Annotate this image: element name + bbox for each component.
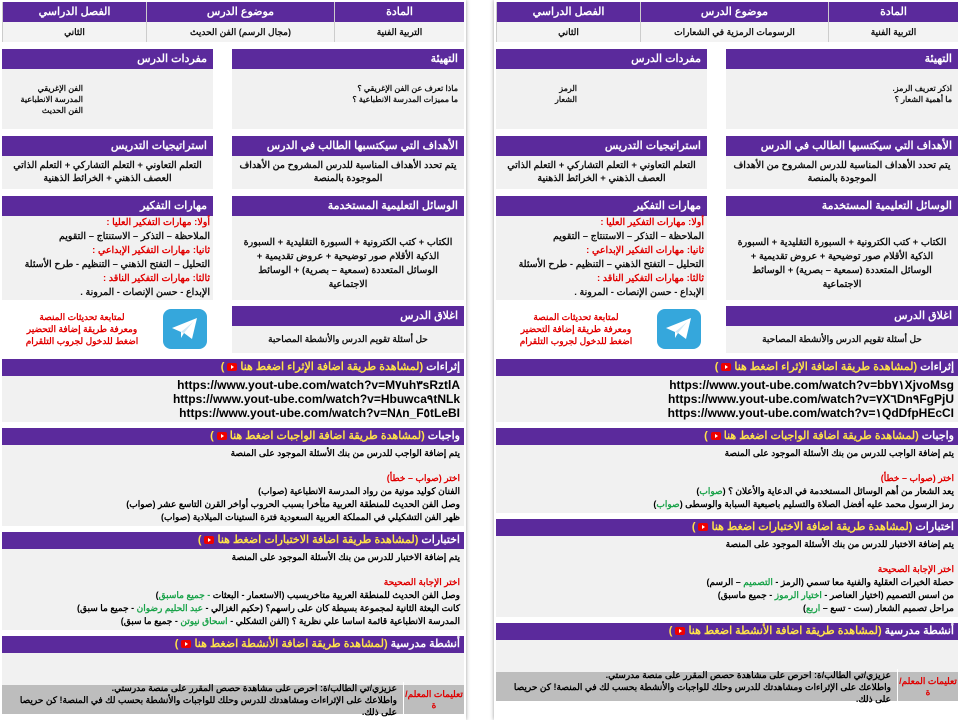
homework-title: واجبات — [427, 430, 460, 442]
warmup-title: التهيئة — [232, 49, 464, 69]
question-text: ) — [696, 486, 700, 496]
thinking-h1: أولا: مهارات التفكير العليا : — [106, 217, 210, 228]
question-text: المدرسة الانطباعية قائمة اساسا علي نظرية ؟ (الفن التشكلي - — [227, 616, 460, 626]
question-text: الفنان كوليد مونية من رواد المدرسة الانطباعية (صواب) — [258, 486, 460, 496]
term-value: الثاني — [2, 22, 146, 42]
homework-body — [2, 445, 464, 526]
thinking-h3: ثالثا: مهارات التفكير الناقد : — [103, 273, 210, 284]
text-line: اضغط للدخول لجروب التلقرام — [25, 336, 139, 346]
tests-link[interactable] — [198, 534, 419, 546]
question-item — [6, 511, 460, 524]
question-item — [500, 602, 954, 615]
paren: ) — [704, 430, 708, 442]
activities-title: أنشطة مدرسية — [390, 638, 460, 650]
activities-link[interactable] — [669, 625, 882, 637]
goals-title: الأهداف التي سيكتسبها الطالب في الدرس — [726, 136, 958, 156]
media-body: الكتاب + كتب الكترونية + السبورة التقليدية + السبورة الذكية الأقلام صور توضيحية + عروض تقديمية + الوسائل المتعددة (سمعية – بصرية) + الوسائط الاجتماعية — [726, 216, 958, 300]
goals-title: الأهداف التي سيكتسبها الطالب في الدرس — [232, 136, 464, 156]
lesson-header-table — [2, 2, 464, 42]
vocab-body — [496, 69, 707, 129]
enrichment-url[interactable]: https://www.yout-ube.com/watch?v=١QdDfpHEcCI — [667, 406, 954, 420]
activities-body — [2, 653, 464, 685]
closing-title: اغلاق الدرس — [726, 306, 958, 326]
paren: ) — [197, 534, 202, 546]
subject-header: المادة — [334, 2, 464, 22]
paren: ) — [714, 361, 719, 373]
question-item — [500, 589, 954, 602]
media-box — [232, 196, 464, 300]
activities-link-text[interactable]: (لمشاهدة طريقة اضافة الأنشطة اضغط هنا — [194, 638, 388, 650]
closing-box — [232, 306, 464, 353]
activities-body — [496, 640, 958, 672]
homework-intro: يتم إضافة الواجب للدرس من بنك الأسئلة الموجود على المنصة — [230, 448, 460, 458]
question-item — [6, 589, 460, 602]
thinking-h3: ثالثا: مهارات التفكير الناقد : — [597, 273, 704, 284]
enrichment-title: إثراءات — [426, 361, 460, 373]
question-text: - جميع ما سبق) — [77, 603, 137, 613]
telegram-icon[interactable] — [657, 309, 701, 349]
strategies-body: التعلم التعاوني + التعلم التشاركي + التعلم الذاتي العصف الذهني + الخرائط الذهنية — [496, 156, 707, 189]
tests-intro: يتم إضافة الاختبار للدرس من بنك الأسئلة الموجود على المنصة — [725, 539, 954, 549]
instructions-line: واطلاعك على الإثراءات ومشاهدتك للدرس وحلك للواجبات والأنشطة بحسب لك في المنصة! كن حريصا على ذلك. — [19, 694, 397, 717]
closing-body: حل أسئلة تقويم الدرس والأنشطة المصاحبة — [726, 326, 958, 353]
vocab-body — [2, 69, 213, 129]
tests-link[interactable] — [692, 521, 913, 533]
activities-link-text[interactable]: (لمشاهدة طريقة اضافة الأنشطة اضغط هنا — [688, 625, 882, 637]
topic-header: موضوع الدرس — [146, 2, 334, 22]
question-item — [6, 602, 460, 615]
text-line: اذكر تعريف الرمز. — [892, 84, 952, 93]
correct-answer: التصميم — [743, 577, 773, 587]
paren: ) — [668, 625, 673, 637]
question-item — [6, 485, 460, 498]
tests-items — [500, 576, 954, 615]
thinking-t1: الملاحظة – التذكر – الاستنتاج – التقويم — [58, 231, 210, 242]
homework-link[interactable] — [704, 430, 919, 442]
question-item — [500, 485, 954, 498]
instructions-text — [496, 669, 898, 705]
enrichment-url[interactable]: https://www.yout-ube.com/watch?v=bb٧١XjvoMsg — [669, 378, 954, 392]
question-item — [6, 498, 460, 511]
instructions-line: واطلاعك على الإثراءات ومشاهدتك للدرس وحلك للواجبات والأنشطة بحسب لك في المنصة! كن حريصا على ذلك. — [513, 681, 891, 704]
tests-question-title: اختر الإجابة الصحيحة — [877, 564, 954, 574]
thinking-t2: التحليل – التفتح الذهني – التنظيم - طرح الأسئلة — [24, 259, 210, 270]
warmup-body — [232, 69, 464, 129]
correct-answer: اختيار الرموز — [774, 590, 822, 600]
text-line: المدرسة الانطباعية — [20, 95, 83, 104]
lesson-plan-page-2 — [494, 0, 960, 720]
tests-link-text[interactable]: (لمشاهدة طريقة اضافة الاختبارات اضغط هنا — [711, 521, 913, 533]
strategies-body: التعلم التعاوني + التعلم التشاركي + التعلم الذاتي العصف الذهني + الخرائط الذهنية — [2, 156, 213, 189]
question-text: ) — [653, 499, 657, 509]
homework-items — [6, 485, 460, 524]
lesson-header-table — [496, 2, 958, 42]
thinking-title: مهارات التفكير — [496, 196, 707, 216]
question-text: مراحل تصميم الشعار (ست - تسع – — [820, 603, 954, 613]
instructions-label: تعليمات المعلم/ة — [405, 688, 463, 710]
text-line: لمتابعة تحديثات المنصة — [39, 312, 125, 322]
homework-link-text[interactable]: (لمشاهدة طريقة اضافة الواجبات اضغط هنا — [723, 430, 919, 442]
enrichment-url[interactable]: https://www.yout-ube.com/watch?v=N٨n_F٥tLeBI — [179, 406, 460, 420]
correct-answer: - جميع ماسبق — [158, 590, 211, 600]
enrichment-url[interactable]: https://www.yout-ube.com/watch?v=M٧uh٣sRztlA — [177, 378, 460, 392]
lesson-plan-page-1 — [0, 0, 466, 720]
youtube-icon[interactable] — [675, 627, 685, 635]
thinking-t3: الإبداع - حسن الإنصات - المرونة . — [574, 287, 704, 298]
thinking-box — [496, 196, 707, 300]
warmup-body — [726, 69, 958, 129]
question-text: - جميع ما سبق) — [120, 616, 181, 626]
tests-section — [2, 532, 464, 630]
thinking-h2: ثانيا: مهارات التفكير الإبداعي : — [92, 245, 210, 256]
question-text: – الرسم) — [706, 577, 744, 587]
closing-box — [726, 306, 958, 353]
correct-answer: صواب — [699, 486, 723, 496]
thinking-h1: أولا: مهارات التفكير العليا : — [600, 217, 704, 228]
paren: ) — [691, 521, 696, 533]
youtube-icon[interactable] — [181, 640, 191, 648]
enrichment-urls — [2, 376, 464, 422]
instructions-line: عزيزي/تي الطالب/ة: احرص على مشاهدة حصص المقرر على منصة مدرستي. — [605, 669, 891, 680]
warmup-box — [726, 49, 958, 129]
tests-section — [496, 519, 958, 617]
question-text: ) — [803, 603, 807, 613]
goals-box — [232, 136, 464, 189]
vocab-box — [496, 49, 707, 129]
youtube-icon[interactable] — [217, 432, 227, 440]
vocab-title: مفردات الدرس — [496, 49, 707, 69]
term-header: الفصل الدراسي — [496, 2, 640, 22]
tests-intro: يتم إضافة الاختبار للدرس من بنك الأسئلة الموجود على المنصة — [231, 552, 460, 562]
youtube-icon[interactable] — [711, 432, 721, 440]
text-line: لمتابعة تحديثات المنصة — [533, 312, 619, 322]
tests-body — [2, 549, 464, 630]
youtube-icon[interactable] — [204, 536, 214, 544]
question-text: حصلة الخبرات العقلية والفنية معا تسمي (الرمز - — [772, 577, 954, 587]
youtube-icon[interactable] — [227, 363, 237, 371]
instructions-text — [2, 682, 404, 718]
thinking-body — [2, 216, 213, 300]
question-text: يعد الشعار من أهم الوسائل المستخدمة في الدعاية والأعلان ؟ ( — [722, 486, 954, 496]
media-box — [726, 196, 958, 300]
thinking-box — [2, 196, 213, 300]
subject-value: التربية الفنية — [828, 22, 958, 42]
media-body: الكتاب + كتب الكترونية + السبورة التقليدية + السبورة الذكية الأقلام صور توضيحية + عروض تقديمية + الوسائل المتعددة (سمعية – بصرية) + الوسائط الاجتماعية — [232, 216, 464, 300]
text-line: الفن الإغريقي — [37, 84, 83, 93]
media-title: الوسائل التعليمية المستخدمة — [726, 196, 958, 216]
subject-header: المادة — [828, 2, 958, 22]
enrichment-link-text[interactable]: (لمشاهدة طريقة اضافة الإثراء اضغط هنا — [734, 361, 918, 373]
thinking-body — [496, 216, 707, 300]
activities-link[interactable] — [175, 638, 388, 650]
correct-answer: اربع — [806, 603, 821, 613]
text-line: ماذا تعرف عن الفن الإغريقي ؟ — [357, 84, 458, 93]
subject-value: التربية الفنية — [334, 22, 464, 42]
enrichment-link[interactable] — [221, 361, 423, 373]
warmup-box — [232, 49, 464, 129]
strategies-box — [2, 136, 213, 189]
paren: ) — [210, 430, 214, 442]
teacher-instructions — [2, 682, 464, 717]
question-text: من اسس التصميم (اختيار العناصر - — [821, 590, 954, 600]
homework-link[interactable] — [210, 430, 425, 442]
goals-box — [726, 136, 958, 189]
text-line: ومعرفة طريقة إضافة التحضير — [26, 324, 138, 334]
correct-answer: صواب — [656, 499, 680, 509]
homework-question-title: اختر (صواب – خطأ) — [386, 473, 460, 483]
telegram-link[interactable] — [496, 304, 707, 350]
tests-title: اختبارات — [421, 534, 460, 546]
youtube-icon[interactable] — [721, 363, 731, 371]
homework-section — [496, 428, 958, 513]
activities-title: أنشطة مدرسية — [884, 625, 954, 637]
enrichment-title: إثراءات — [920, 361, 954, 373]
warmup-title: التهيئة — [726, 49, 958, 69]
tests-question-title: اختر الإجابة الصحيحة — [383, 577, 460, 587]
question-text: كانت البعثة الثانية لمجموعة بسيطة كان على راسهم؟ (حكيم الغزالي - — [202, 603, 460, 613]
homework-link-text[interactable]: (لمشاهدة طريقة اضافة الواجبات اضغط هنا — [229, 430, 425, 442]
text-line: الفن الحديث — [41, 106, 83, 115]
tests-title: اختبارات — [915, 521, 954, 533]
topic-value: (مجال الرسم) الفن الحديث — [146, 22, 334, 42]
question-text: وصل الفن الحديث للمنطقة العربية متاخربسبب (الاستعمار - البعثات — [210, 590, 460, 600]
question-item — [500, 498, 954, 511]
strategies-title: استراتيجيات التدريس — [2, 136, 213, 156]
tests-items — [6, 589, 460, 628]
tests-link-text[interactable]: (لمشاهدة طريقة اضافة الاختبارات اضغط هنا — [217, 534, 419, 546]
strategies-title: استراتيجيات التدريس — [496, 136, 707, 156]
enrichment-url[interactable]: https://www.yout-ube.com/watch?v=٧X٦Dn٩FgPjU — [668, 392, 954, 406]
thinking-title: مهارات التفكير — [2, 196, 213, 216]
question-item — [6, 615, 460, 628]
enrichment-section — [2, 359, 464, 422]
homework-question-title: اختر (صواب – خطأ) — [880, 473, 954, 483]
enrichment-link-text[interactable]: (لمشاهدة طريقة اضافة الإثراء اضغط هنا — [240, 361, 424, 373]
activities-section — [496, 623, 958, 672]
thinking-t2: التحليل – التفتح الذهني – التنظيم - طرح الأسئلة — [518, 259, 704, 270]
question-item — [500, 576, 954, 589]
homework-intro: يتم إضافة الواجب للدرس من بنك الأسئلة الموجود على المنصة — [724, 448, 954, 458]
term-header: الفصل الدراسي — [2, 2, 146, 22]
correct-answer: اسحاق نيوتن — [180, 616, 228, 626]
text-line: ما مميزات المدرسة الانطباعية ؟ — [352, 95, 458, 104]
instructions-line: عزيزي/تي الطالب/ة: احرص على مشاهدة حصص المقرر على منصة مدرستي. — [111, 682, 397, 693]
vocab-title: مفردات الدرس — [2, 49, 213, 69]
paren: ) — [220, 361, 225, 373]
goals-body: يتم تحدد الأهداف المناسبة للدرس المشروح من الأهداف الموجودة بالمنصة — [232, 156, 464, 189]
thinking-t1: الملاحظة – التذكر – الاستنتاج – التقويم — [552, 231, 704, 242]
enrichment-link[interactable] — [715, 361, 917, 373]
youtube-icon[interactable] — [698, 523, 708, 531]
homework-body — [496, 445, 958, 513]
vocab-box — [2, 49, 213, 129]
text-line: ما أهمية الشعار ؟ — [894, 95, 952, 104]
enrichment-section — [496, 359, 958, 422]
media-title: الوسائل التعليمية المستخدمة — [232, 196, 464, 216]
topic-header: موضوع الدرس — [640, 2, 828, 22]
question-text: - جميع ماسبق) — [717, 590, 775, 600]
telegram-icon[interactable] — [163, 309, 207, 349]
telegram-link[interactable] — [2, 304, 213, 350]
activities-section — [2, 636, 464, 685]
paren: ) — [174, 638, 179, 650]
text-line: الرمز — [559, 84, 577, 93]
homework-section — [2, 428, 464, 526]
telegram-text[interactable] — [7, 311, 157, 347]
thinking-h2: ثانيا: مهارات التفكير الإبداعي : — [586, 245, 704, 256]
enrichment-urls — [496, 376, 958, 422]
telegram-text[interactable] — [501, 311, 651, 347]
term-value: الثاني — [496, 22, 640, 42]
correct-answer: عبد الحليم رضوان — [136, 603, 203, 613]
homework-title: واجبات — [921, 430, 954, 442]
closing-title: اغلاق الدرس — [232, 306, 464, 326]
question-text: رمز الرسول محمد عليه أفضل الصلاة والتسليم باصبعية السبابة والوسطى ( — [679, 499, 954, 509]
question-text: وصل الفن الحديث للمنطقة العربية متأخرا بسبب الحروب أواخر القرن التاسع عشر (صواب) — [126, 499, 460, 509]
text-line: الشعار — [555, 95, 577, 104]
text-line: ومعرفة طريقة إضافة التحضير — [520, 324, 632, 334]
topic-value: الرسومات الرمزية في الشعارات — [640, 22, 828, 42]
instructions-label: تعليمات المعلم/ة — [899, 675, 957, 697]
text-line: اضغط للدخول لجروب التلقرام — [519, 336, 633, 346]
strategies-box — [496, 136, 707, 189]
tests-body — [496, 536, 958, 617]
enrichment-url[interactable]: https://www.yout-ube.com/watch?v=Hbuwca٩tNLk — [172, 392, 460, 406]
teacher-instructions — [496, 669, 958, 704]
question-text: ظهر الفن التشكيلي في المملكة العربية السعودية فترة الستينات الميلادية (صواب) — [161, 512, 460, 522]
question-text: ) — [155, 590, 159, 600]
homework-items — [500, 485, 954, 511]
thinking-t3: الإبداع - حسن الإنصات - المرونة . — [80, 287, 210, 298]
goals-body: يتم تحدد الأهداف المناسبة للدرس المشروح من الأهداف الموجودة بالمنصة — [726, 156, 958, 189]
closing-body: حل أسئلة تقويم الدرس والأنشطة المصاحبة — [232, 326, 464, 353]
